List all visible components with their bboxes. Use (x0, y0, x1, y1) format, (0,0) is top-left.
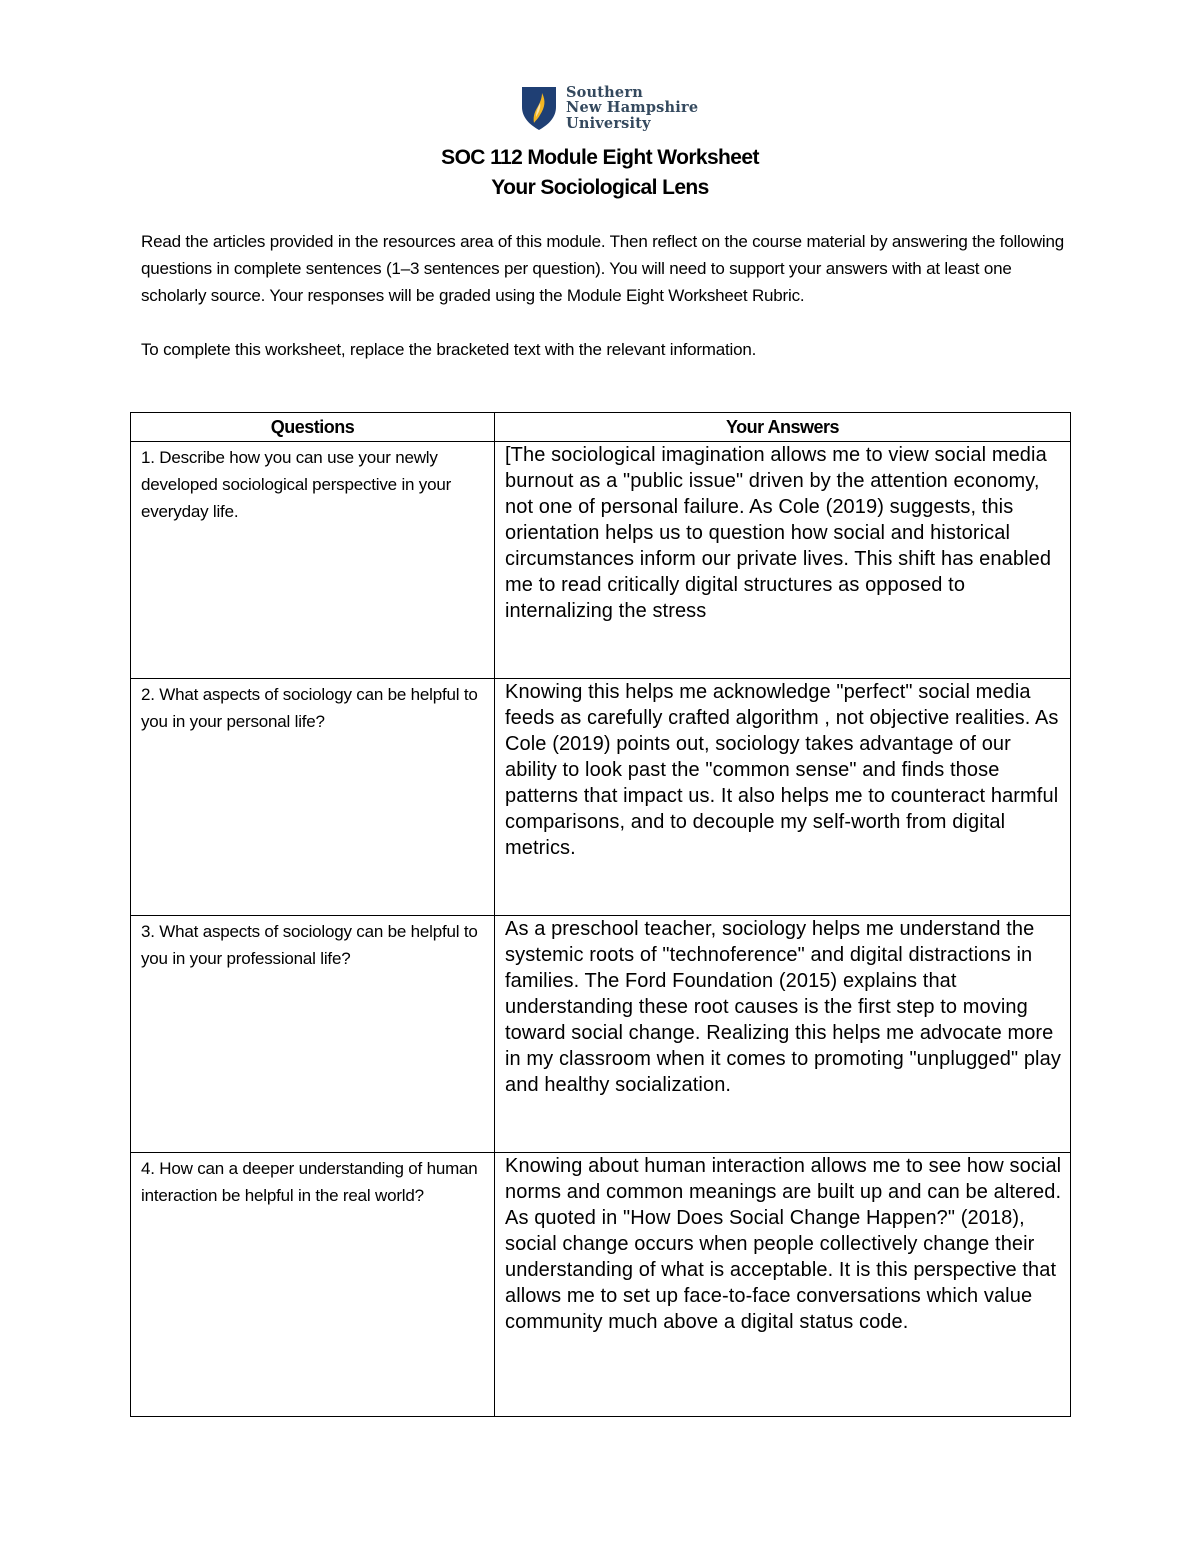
answer-cell[interactable]: Knowing this helps me acknowledge "perfect" social media feeds as carefully crafted algorithm , not objective realities. As Cole (2019) points out, sociology takes advantage of our ability to look past the "common sense" and finds those patterns that impact us. It also helps me to counteract harmful comparisons, and to decouple my self-worth from digital metrics. (495, 679, 1071, 916)
worksheet-table-container (130, 412, 1070, 1409)
table-row (131, 1153, 1071, 1417)
questions-header: Questions (131, 413, 495, 442)
logo-line-1: Southern (566, 83, 643, 101)
question-cell: 3. What aspects of sociology can be helpful to you in your professional life? (131, 916, 495, 1153)
answer-cell[interactable]: As a preschool teacher, sociology helps me understand the systemic roots of "technoference" and digital distractions in families. The Ford Foundation (2015) explains that understanding these root causes is the first step to moving toward social change. Realizing this helps me advocate more in my classroom when it comes to promoting "unplugged" play and healthy socialization. (495, 916, 1071, 1153)
logo-wordmark (566, 85, 698, 132)
answer-cell[interactable]: Knowing about human interaction allows me to see how social norms and common meanings are built up and can be altered. As quoted in "How Does Social Change Happen?" (2018), social change occurs when people collectively change their understanding of what is acceptable. It is this perspective that allows me to set up face-to-face conversations which value community much above a digital status code. (495, 1153, 1071, 1417)
answers-header: Your Answers (495, 413, 1071, 442)
logo-line-3: University (566, 114, 651, 132)
instructions-paragraph: Read the articles provided in the resources area of this module. Then reflect on the course material by answering the following questions in complete sentences (1–3 sentences per question). You will need to support your answers with at least one scholarly source. Your responses will be graded using the Module Eight Worksheet Rubric. (141, 232, 1065, 305)
table-row (131, 442, 1071, 679)
instructions (141, 228, 1071, 363)
university-logo (520, 84, 698, 132)
worksheet-table (130, 412, 1071, 1417)
document-title: SOC 112 Module Eight Worksheet (441, 146, 759, 169)
completion-instruction: To complete this worksheet, replace the bracketed text with the relevant information. (141, 340, 757, 359)
question-cell: 4. How can a deeper understanding of human interaction be helpful in the real world? (131, 1153, 495, 1417)
table-header-row (131, 413, 1071, 442)
table-row (131, 916, 1071, 1153)
question-cell: 2. What aspects of sociology can be helpful to you in your personal life? (131, 679, 495, 916)
logo-line-2: New Hampshire (566, 99, 699, 117)
table-row (131, 679, 1071, 916)
shield-flame-icon (520, 85, 558, 131)
answer-cell[interactable]: [The sociological imagination allows me to view social media burnout as a "public issue" driven by the attention economy, not one of personal failure. As Cole (2019) suggests, this orientation helps us to question how social and historical circumstances inform our private lives. This shift has enabled me to read critically digital structures as opposed to internalizing the stress (495, 442, 1071, 679)
question-cell: 1. Describe how you can use your newly developed sociological perspective in your everyday life. (131, 442, 495, 679)
document-subtitle: Your Sociological Lens (491, 176, 709, 199)
